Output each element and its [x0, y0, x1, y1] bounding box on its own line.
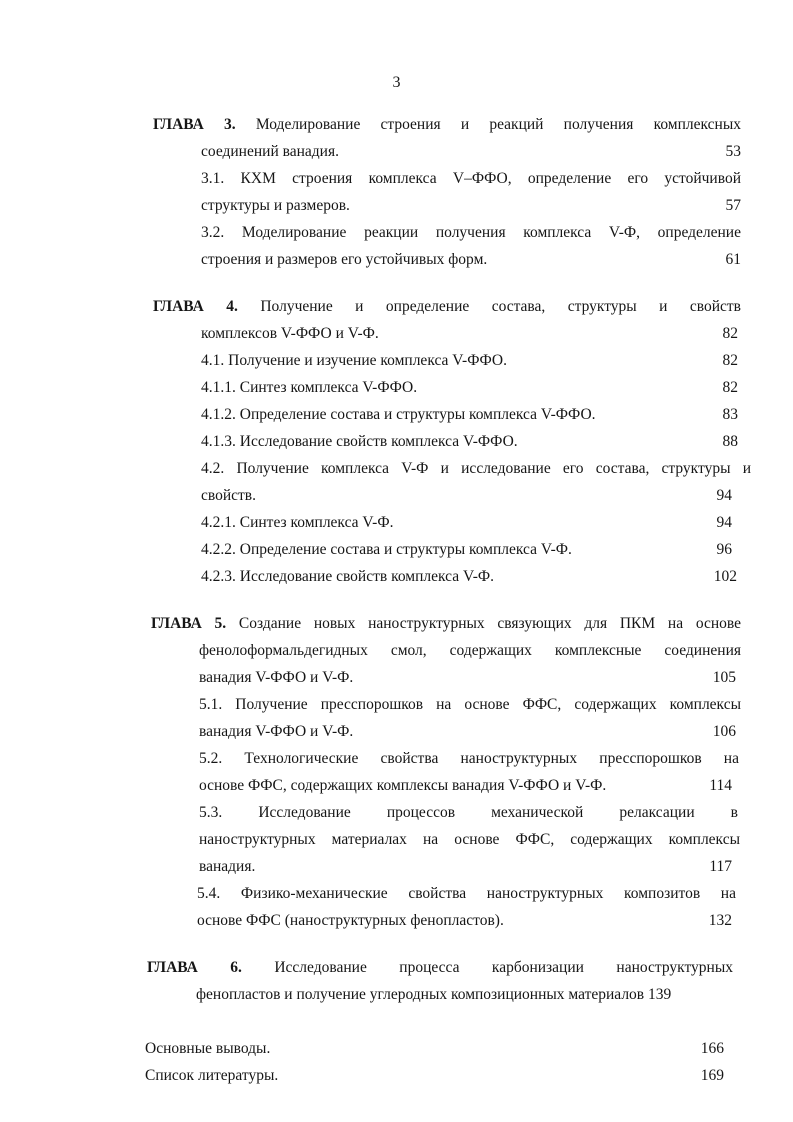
section-5-1-line1: 5.1. Получение пресспорошков на основе ФФС, содержащих комплексы — [199, 696, 741, 713]
section-5-4-line2: основе ФФС (наноструктурных фенопластов). — [197, 912, 504, 929]
section-4-1-1: 4.1.1. Синтез комплекса V-ФФО. — [201, 379, 418, 396]
page-number: 3 — [392, 74, 401, 91]
section-4-1: 4.1. Получение и изучение комплекса V-ФФО. — [201, 352, 507, 369]
section-5-3-page: 117 — [709, 858, 732, 875]
section-5-4-line1: 5.4. Физико-механические свойства наноструктурных композитов на — [197, 885, 736, 902]
chapter-6-title-line1 — [147, 958, 733, 978]
chapter-3-title-text: Моделирование строения и реакций получения комплексных — [255, 116, 741, 133]
section-4-2-2: 4.2.2. Определение состава и структуры комплекса V-Ф. — [201, 541, 572, 558]
section-4-2-1-page: 94 — [716, 514, 732, 531]
chapter-4-title-line2: комплексов V-ФФО и V-Ф. — [201, 325, 379, 342]
section-5-2-line1: 5.2. Технологические свойства наноструктурных пресспорошков на — [199, 750, 739, 767]
section-4-1-2: 4.1.2. Определение состава и структуры комплекса V-ФФО. — [201, 406, 596, 423]
chapter-6-title-line2-text: фенопластов и получение углеродных композиционных материалов — [196, 986, 645, 1003]
chapter-4-page: 82 — [722, 325, 738, 342]
section-4-1-page: 82 — [722, 352, 738, 369]
chapter-6-title-line2 — [196, 985, 671, 1005]
end-item-conclusions: Основные выводы. — [145, 1040, 271, 1057]
chapter-3-title-line2: соединений ванадия. — [201, 143, 339, 160]
chapter-5-title-line2: фенолоформальдегидных смол, содержащих комплексные соединения — [199, 642, 741, 659]
chapter-6-page: 139 — [648, 986, 672, 1003]
end-item-references: Список литературы. — [145, 1067, 279, 1084]
chapter-3-title-line1 — [153, 115, 741, 135]
section-3-1-page: 57 — [725, 197, 741, 214]
section-3-2-line2: строения и размеров его устойчивых форм. — [201, 251, 488, 268]
section-4-2-3-page: 102 — [713, 568, 737, 585]
section-4-1-1-page: 82 — [722, 379, 738, 396]
end-item-references-page: 169 — [700, 1067, 724, 1084]
section-3-1-line1: 3.1. КХМ строения комплекса V–ФФО, определение его устойчивой — [201, 170, 741, 187]
section-5-2-page: 114 — [709, 777, 732, 794]
section-3-2-line1: 3.2. Моделирование реакции получения комплекса V-Ф, определение — [201, 224, 741, 241]
section-4-2-1: 4.2.1. Синтез комплекса V-Ф. — [201, 514, 394, 531]
end-item-conclusions-page: 166 — [700, 1040, 724, 1057]
section-4-1-3: 4.1.3. Исследование свойств комплекса V-ФФО. — [201, 433, 518, 450]
chapter-5-title-text: Создание новых наноструктурных связующих для ПКМ на основе — [238, 615, 741, 632]
chapter-5-title-line1 — [151, 614, 741, 634]
chapter-5-label: ГЛАВА 5. — [151, 615, 227, 632]
chapter-6-label: ГЛАВА 6. — [147, 959, 242, 976]
chapter-4-title-text: Получение и определение состава, структуры и свойств — [260, 298, 741, 315]
section-4-2-3: 4.2.3. Исследование свойств комплекса V-Ф. — [201, 568, 495, 585]
section-5-1-line2: ванадия V-ФФО и V-Ф. — [199, 723, 354, 740]
section-3-2-page: 61 — [725, 251, 741, 268]
chapter-5-title-line3: ванадия V-ФФО и V-Ф. — [199, 669, 354, 686]
section-5-3-line2: наноструктурных материалах на основе ФФС, содержащих комплексы — [199, 831, 740, 848]
section-4-1-2-page: 83 — [722, 406, 738, 423]
section-4-2-page: 94 — [716, 487, 732, 504]
section-3-1-line2: структуры и размеров. — [201, 197, 350, 214]
chapter-5-page: 105 — [712, 669, 736, 686]
section-5-3-line3: ванадия. — [199, 858, 256, 875]
chapter-4-label: ГЛАВА 4. — [153, 298, 238, 315]
chapter-3-label: ГЛАВА 3. — [153, 116, 236, 133]
section-5-3-line1: 5.3. Исследование процессов механической релаксации в — [199, 804, 738, 821]
section-4-2-2-page: 96 — [716, 541, 732, 558]
chapter-3-page: 53 — [725, 143, 741, 160]
section-4-1-3-page: 88 — [722, 433, 738, 450]
chapter-6-title-text: Исследование процесса карбонизации наноструктурных — [274, 959, 733, 976]
section-5-1-page: 106 — [712, 723, 736, 740]
section-4-2-line2: свойств. — [201, 487, 256, 504]
section-5-2-line2: основе ФФС, содержащих комплексы ванадия V-ФФО и V-Ф. — [199, 777, 607, 794]
section-4-2-line1: 4.2. Получение комплекса V-Ф и исследование его состава, структуры и — [201, 460, 751, 477]
chapter-4-title-line1 — [153, 297, 741, 317]
section-5-4-page: 132 — [708, 912, 732, 929]
